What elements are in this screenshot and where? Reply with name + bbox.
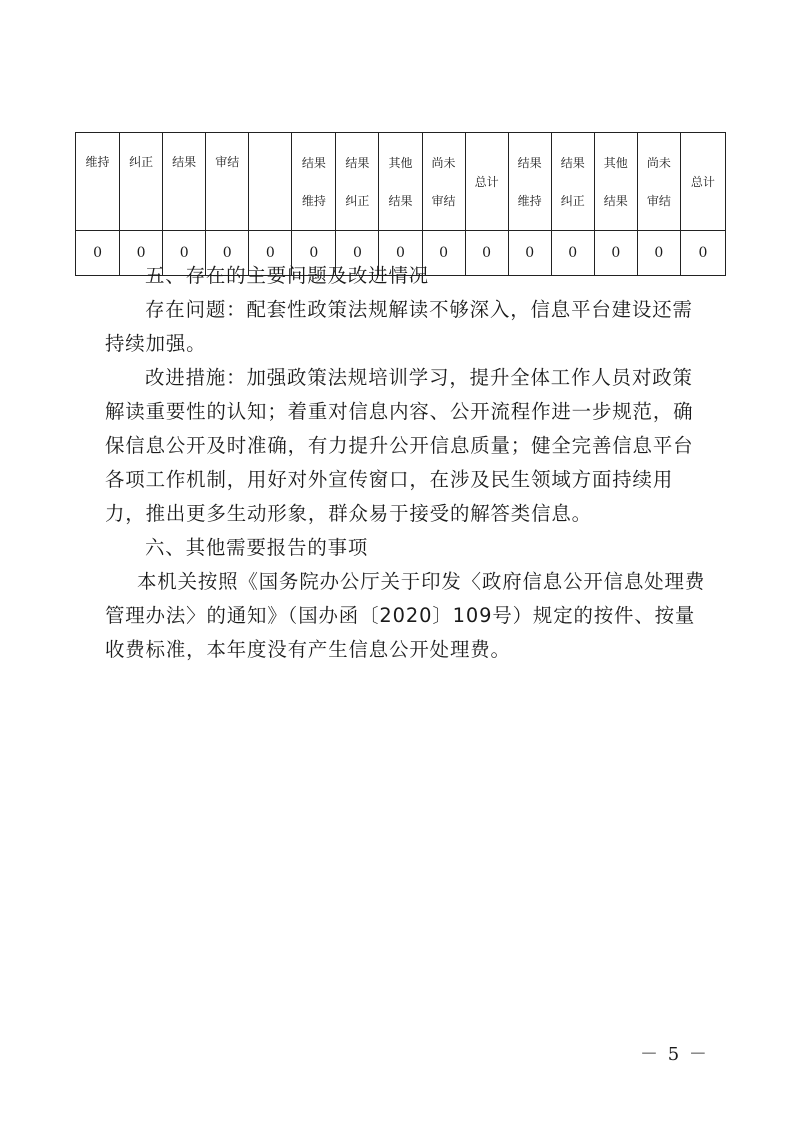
value-cell: 0 <box>637 231 680 276</box>
page-number: － 5 － <box>640 1044 709 1065</box>
value-cell: 0 <box>508 231 551 276</box>
value-cell: 0 <box>551 231 594 276</box>
value-cell: 0 <box>465 231 508 276</box>
header-cell: 纠正 <box>120 133 163 231</box>
value-cell: 0 <box>292 231 336 276</box>
value-cell: 0 <box>249 231 292 276</box>
value-cell: 0 <box>206 231 249 276</box>
section-six-heading: 六、其他需要报告的事项 <box>145 536 369 559</box>
header-cell: 结果 纠正 <box>336 133 379 231</box>
header-cell: 结果 纠正 <box>551 133 594 231</box>
header-cell: 维持 <box>76 133 120 231</box>
header-cell: 其他 结果 <box>379 133 422 231</box>
document-body <box>105 259 710 667</box>
header-cell: 其他 结果 <box>594 133 637 231</box>
section-five-heading: 五、存在的主要问题及改进情况 <box>145 264 430 287</box>
value-cell: 0 <box>680 231 725 276</box>
statistics-table-fragment <box>75 132 726 276</box>
section-five-problem: 存在问题：配套性政策法规解读不够深入，信息平台建设还需持续加强。 <box>105 298 693 355</box>
section-five-measures: 改进措施：加强政策法规培训学习，提升全体工作人员对政策解读重要性的认知；着重对信息内容、公开流程作进一步规范，确保信息公开及时准确，有力提升公开信息质量；健全完善信息平台各项工作机制，用好对外宣传窗口，在涉及民生领域方面持续用力，推出更多生动形象，群众易于接受的解答类信息。 <box>105 366 694 525</box>
value-cell: 0 <box>76 231 120 276</box>
header-cell-total: 总计 <box>465 133 508 231</box>
header-cell: 尚未 审结 <box>422 133 465 231</box>
value-cell: 0 <box>379 231 422 276</box>
section-six-content: 本机关按照《国务院办公厅关于印发〈政府信息公开信息处理费管理办法〉的通知》（国办函〔2020〕109号）规定的按件、按量收费标准，本年度没有产生信息公开处理费。 <box>105 570 706 661</box>
header-cell: 尚未 审结 <box>637 133 680 231</box>
value-cell: 0 <box>163 231 206 276</box>
value-cell: 0 <box>120 231 163 276</box>
header-cell-total: 总计 <box>680 133 725 231</box>
header-cell: 结果 <box>163 133 206 231</box>
review-litigation-table <box>75 132 726 276</box>
header-cell-empty <box>249 133 292 231</box>
value-cell: 0 <box>336 231 379 276</box>
value-cell: 0 <box>594 231 637 276</box>
table-header-row <box>76 133 726 231</box>
header-cell: 结果 维持 <box>292 133 336 231</box>
header-cell: 结果 维持 <box>508 133 551 231</box>
header-cell: 审结 <box>206 133 249 231</box>
value-cell: 0 <box>422 231 465 276</box>
